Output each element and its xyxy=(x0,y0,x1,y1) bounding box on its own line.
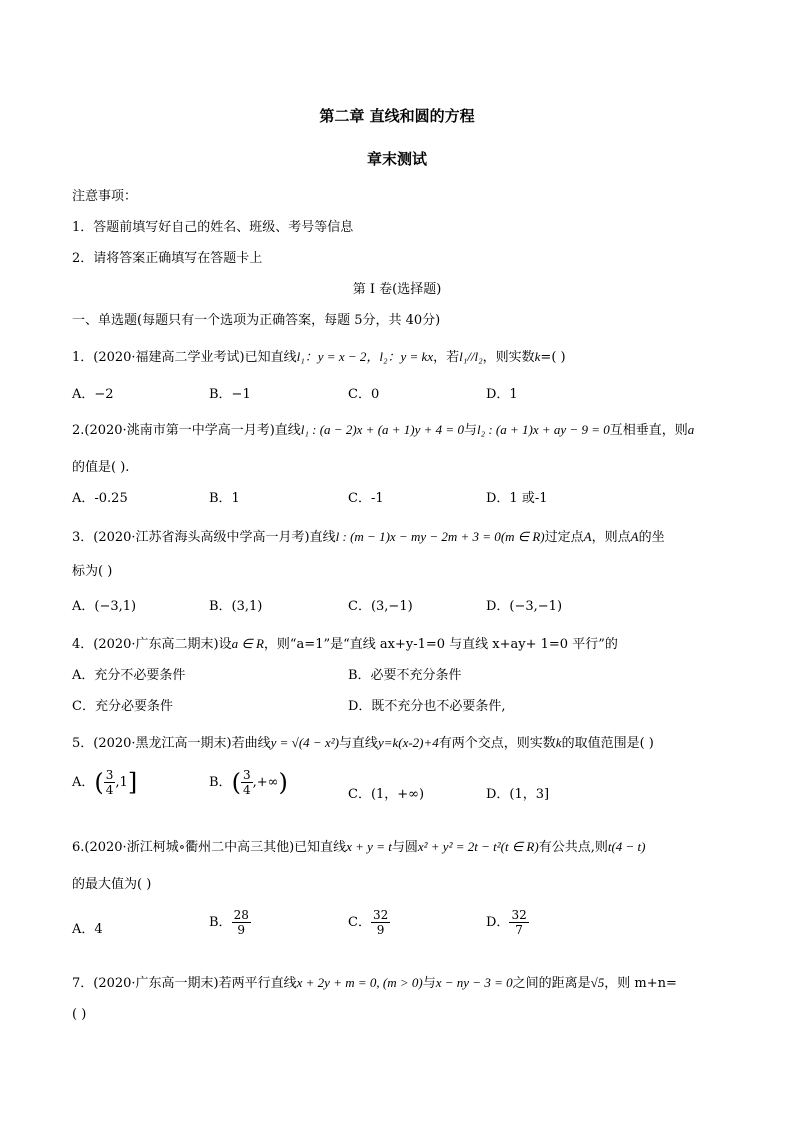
q4-option-c: C．充分必要条件 xyxy=(72,699,173,714)
q6-option-c: C． $\frac{32}{9}$ xyxy=(348,908,389,937)
q2-option-d: D．1 或-1 xyxy=(486,491,548,506)
q3-point-a-2: A xyxy=(630,529,639,544)
q2-option-b: B．1 xyxy=(209,491,240,506)
q5-k: k xyxy=(555,735,562,750)
q6-eq1: x + y = t xyxy=(346,839,392,854)
q2-option-c: C．-1 xyxy=(348,491,384,506)
question-2 xyxy=(72,419,694,438)
q3-prefix: 3．(2020·江苏省海头高级中学高一月考)直线 xyxy=(72,530,336,545)
q2-text-b: 互相垂直，则 xyxy=(609,423,688,438)
q3-cond: (m ∈ R) xyxy=(500,529,545,544)
section-heading: 一、单选题(每题只有一个选项为正确答案，每题 5分，共 40分) xyxy=(72,313,441,328)
q5-line: y=k(x-2)+4 xyxy=(377,735,439,750)
q1-text-c: ，则实数 xyxy=(482,350,535,365)
q5-text-b: 与直线 xyxy=(338,736,378,751)
q4-text-b: ，则“a=1”是“直线 ax+y-1=0 与直线 x+ay+ 1=0 平行”的 xyxy=(263,637,618,652)
q2-line2: 的值是( ). xyxy=(72,460,130,475)
q1-option-d: D．1 xyxy=(486,387,518,402)
chapter-title: 第二章 直线和圆的方程 xyxy=(319,107,475,125)
q6-text-b: 与圆 xyxy=(391,840,418,855)
q3-eq: l : (m − 1)x − my − 2m + 3 = 0 xyxy=(335,529,501,544)
q6-d-fraction: $\frac{32}{7}$ xyxy=(511,908,527,937)
q1-text-b: ，若 xyxy=(433,350,460,365)
q6-line2: 的最大值为( ) xyxy=(72,877,152,892)
q5-text-d: 的取值范围是( ) xyxy=(561,736,654,751)
q5-option-b: B．( $\frac{3}{4}$ ,+∞) xyxy=(209,768,288,797)
q1-eq2: ：y = kx xyxy=(387,349,434,364)
q5-b-fraction: $\frac{3}{4}$ xyxy=(242,768,251,797)
notes-item-1: 1．答题前填写好自己的姓名、班级、考号等信息 xyxy=(72,220,354,235)
q3-option-a: A．(−3,1) xyxy=(72,599,137,614)
q6-option-d: D． $\frac{32}{7}$ xyxy=(486,908,527,937)
q6-option-b: B． $\frac{28}{9}$ xyxy=(209,908,249,937)
q7-prefix: 7．(2020·广东高一期末)若两平行直线 xyxy=(72,976,297,991)
q3-point-a: A xyxy=(583,529,592,544)
q4-option-b: B．必要不充分条件 xyxy=(348,668,462,683)
q1-l1: l₁ xyxy=(296,349,305,364)
q7-eq2: x − ny − 3 = 0 xyxy=(435,975,513,990)
question-1 xyxy=(72,346,566,365)
q6-b-fraction: $\frac{28}{9}$ xyxy=(233,908,249,937)
question-3 xyxy=(72,526,665,545)
q2-a: a xyxy=(687,422,695,437)
q6-cond: (t ∈ R) xyxy=(500,839,539,854)
q1-eq1: ：y = x − 2 xyxy=(304,349,367,364)
q1-l2: ，l₂ xyxy=(366,349,388,364)
q3-option-d: D．(−3,−1) xyxy=(486,599,563,614)
q1-k: k xyxy=(534,349,541,364)
q7-dist: √5 xyxy=(590,975,605,990)
q1-option-b: B．−1 xyxy=(209,387,251,402)
notes-item-2: 2．请将答案正确填写在答题卡上 xyxy=(72,251,263,266)
q4-option-a: A．充分不必要条件 xyxy=(72,668,186,683)
volume-heading: 第 I 卷(选择题) xyxy=(352,282,442,297)
q7-eq1: x + 2y + m = 0, (m > 0) xyxy=(296,975,423,990)
q6-c-fraction: $\frac{32}{9}$ xyxy=(372,908,389,937)
q6-eq2: x² + y² = 2t − t² xyxy=(417,839,501,854)
q7-line2: ( ) xyxy=(72,1007,87,1022)
q6-option-a: A．4 xyxy=(72,922,103,937)
q3-option-b: B．(3,1) xyxy=(209,599,263,614)
q2-prefix: 2.(2020·洮南市第一中学高一月考)直线 xyxy=(72,423,301,438)
q2-option-a: A．-0.25 xyxy=(72,491,128,506)
q6-expr: t(4 − t) xyxy=(607,839,646,854)
question-4 xyxy=(72,633,618,652)
test-subtitle: 章末测试 xyxy=(366,150,427,168)
q1-parallel: l₁//l₂ xyxy=(459,349,483,364)
q5-a-fraction: $\frac{3}{4}$ xyxy=(105,768,114,797)
q7-text-c: 之间的距离是 xyxy=(512,976,591,991)
q1-option-a: A．−2 xyxy=(72,387,114,402)
q7-text-b: 与 xyxy=(422,976,436,991)
question-5 xyxy=(72,732,654,751)
q2-eq1: l₁ : (a − 2)x + (a + 1)y + 4 = 0 xyxy=(300,422,464,437)
q1-prefix: 1．(2020·福建高二学业考试)已知直线 xyxy=(72,350,297,365)
q3-option-c: C．(3,−1) xyxy=(348,599,413,614)
q3-text-b: 过定点 xyxy=(544,530,584,545)
q7-text-d: ，则 m+n= xyxy=(604,976,677,991)
q4-cond: a ∈ R xyxy=(231,636,264,651)
question-6 xyxy=(72,836,645,855)
q6-prefix: 6.(2020·浙江柯城∘衢州二中高三其他)已知直线 xyxy=(72,840,347,855)
q3-text-c: ，则点 xyxy=(591,530,631,545)
question-7 xyxy=(72,972,677,991)
q1-option-c: C．0 xyxy=(348,387,380,402)
q3-line2: 标为( ) xyxy=(72,564,113,579)
q3-text-d: 的坐 xyxy=(638,530,665,545)
q6-text-c: 有公共点,则 xyxy=(538,840,608,855)
q5-curve: y = √(4 − x²) xyxy=(270,735,339,750)
q5-text-c: 有两个交点，则实数 xyxy=(438,736,556,751)
q5-option-c: C．(1，+∞) xyxy=(348,787,425,802)
q4-option-d: D．既不充分也不必要条件, xyxy=(348,699,506,714)
q2-eq2: l₂ : (a + 1)x + ay − 9 = 0 xyxy=(476,422,610,437)
q2-mid: 与 xyxy=(463,423,477,438)
notes-label: 注意事项： xyxy=(72,189,138,204)
q5-option-d: D．(1，3] xyxy=(486,787,550,802)
q5-option-a: A．( $\frac{3}{4}$ ,1] xyxy=(72,768,138,797)
q4-prefix: 4．(2020·广东高二期末)设 xyxy=(72,637,232,652)
q1-text-d: =( ) xyxy=(540,350,566,365)
q5-prefix: 5．(2020·黑龙江高一期末)若曲线 xyxy=(72,736,271,751)
